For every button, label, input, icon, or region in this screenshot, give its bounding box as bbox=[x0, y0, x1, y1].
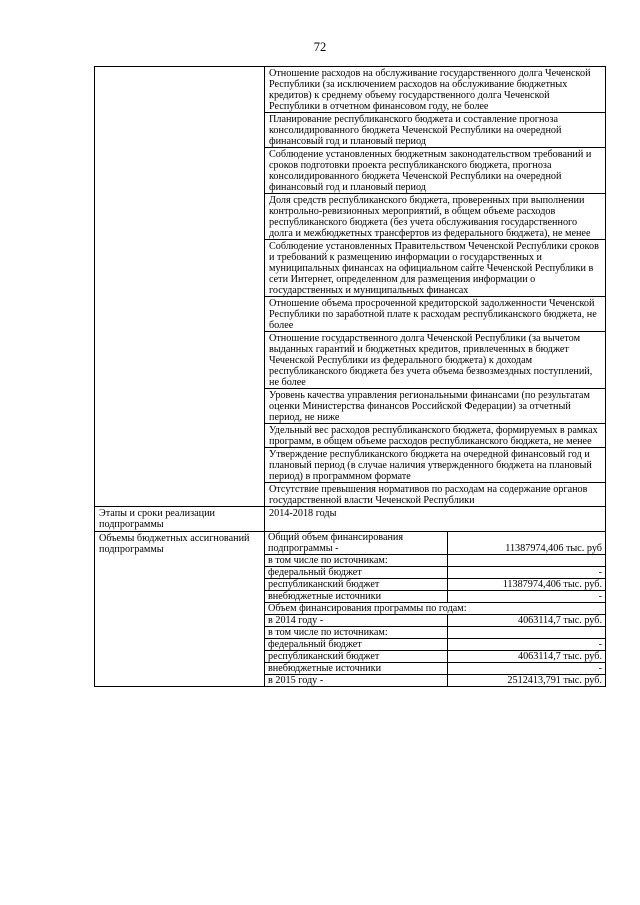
budget-row-label: в том числе по источникам: bbox=[265, 555, 448, 567]
page-number: 72 bbox=[313, 40, 327, 54]
budget-row-amount: 2512413,791 тыс. руб. bbox=[448, 675, 606, 687]
budget-row-amount: - bbox=[448, 567, 606, 579]
budget-row-label: республиканский бюджет bbox=[265, 651, 448, 663]
indicator-item: Уровень качества управления региональными финансами (по результатам оценки Министерства финансов Российской Федерации) за отчетный период, не ниже bbox=[265, 389, 605, 424]
budget-row bbox=[95, 531, 605, 686]
budget-row-item bbox=[265, 663, 605, 675]
budget-row-amount: 4063114,7 тыс. руб. bbox=[448, 615, 606, 627]
stages-row bbox=[95, 506, 605, 531]
indicator-item: Доля средств республиканского бюджета, проверенных при выполнении контрольно-ревизионных мероприятий, в общем объеме расходов республиканского бюджета (без учета обслуживания государственного долга и межбюджетных трансфертов из федерального бюджета), не менее bbox=[265, 194, 605, 240]
budget-table bbox=[265, 532, 605, 686]
stages-value: 2014-2018 годы bbox=[269, 508, 337, 519]
budget-row-label: Объем финансирования программы по годам: bbox=[265, 603, 605, 615]
budget-row-item bbox=[265, 639, 605, 651]
stages-label: Этапы и сроки реализации подпрограммы bbox=[95, 507, 265, 531]
indicator-item: Отношение объема просроченной кредиторской задолженности Чеченской Республики по заработной плате к расходам республиканского бюджета, не более bbox=[265, 297, 605, 332]
budget-row-item bbox=[265, 615, 605, 627]
budget-row-amount: 11387974,406 тыс. руб bbox=[448, 532, 606, 555]
budget-row-item bbox=[265, 579, 605, 591]
budget-row-amount: - bbox=[448, 639, 606, 651]
budget-row-amount: - bbox=[448, 591, 606, 603]
budget-row-item bbox=[265, 532, 605, 555]
indicator-item: Соблюдение установленных Правительством Чеченской Республики сроков и требований к размещению информации о государственных и муниципальных финансах на официальном сайте Чеченской Республики в сети Интернет, определенном для размещения информации о государственных и муниципальных финансах bbox=[265, 240, 605, 297]
indicator-item: Отношение расходов на обслуживание государственного долга Чеченской Республики (за исключением расходов на обслуживание бюджетных кредитов) к среднему объему государственного долга Чеченской Республики в отчетном финансовом году, не более bbox=[265, 67, 605, 113]
budget-row-label: Общий объем финансирования подпрограммы - bbox=[265, 532, 448, 555]
budget-row-amount: 4063114,7 тыс. руб. bbox=[448, 651, 606, 663]
indicators-row bbox=[95, 67, 605, 506]
budget-label: Объемы бюджетных ассигнований подпрограммы bbox=[95, 532, 265, 686]
budget-row-amount bbox=[448, 555, 606, 567]
budget-row-label: федеральный бюджет bbox=[265, 639, 448, 651]
indicator-item: Отсутствие превышения нормативов по расходам на содержание органов государственной власти Чеченской Республики bbox=[269, 484, 588, 506]
budget-row-item bbox=[265, 603, 605, 615]
indicator-item: Удельный вес расходов республиканского бюджета, формируемых в рамках программ, в общем объеме расходов республиканского бюджета, не менее bbox=[265, 424, 605, 448]
budget-cell bbox=[265, 532, 605, 686]
budget-row-item bbox=[265, 627, 605, 639]
indicators-label-cell bbox=[95, 67, 265, 506]
budget-row-label: внебюджетные источники bbox=[265, 663, 448, 675]
passport-table bbox=[94, 66, 606, 687]
budget-row-label: республиканский бюджет bbox=[265, 579, 448, 591]
budget-row-item bbox=[265, 591, 605, 603]
budget-row-item bbox=[265, 651, 605, 663]
budget-row-item bbox=[265, 675, 605, 687]
indicator-item: Отношение государственного долга Чеченской Республики (за вычетом выданных гарантий и бюджетных кредитов, привлеченных в бюджет Чеченской Республики из федерального бюджета) к доходам республиканского бюджета без учета объема безвозмездных поступлений, не более bbox=[265, 332, 605, 389]
budget-row-item bbox=[265, 555, 605, 567]
budget-row-label: в 2015 году - bbox=[265, 675, 448, 687]
indicators-list bbox=[265, 67, 605, 506]
indicator-item: Утверждение республиканского бюджета на очередной финансовый год и плановый период (в случае наличия утвержденного бюджета на плановый период) в программном формате bbox=[265, 448, 605, 483]
budget-row-label: в том числе по источникам: bbox=[265, 627, 448, 639]
budget-row-amount bbox=[448, 627, 606, 639]
budget-row-amount: - bbox=[448, 663, 606, 675]
budget-row-label: внебюджетные источники bbox=[265, 591, 448, 603]
indicator-item: Соблюдение установленных бюджетным законодательством требований и сроков подготовки проекта республиканского бюджета, прогноза консолидированного бюджета Чеченской Республики на очередной финансовый год и плановый период bbox=[265, 148, 605, 194]
budget-row-item bbox=[265, 567, 605, 579]
budget-row-amount: 11387974,406 тыс. руб. bbox=[448, 579, 606, 591]
budget-row-label: в 2014 году - bbox=[265, 615, 448, 627]
budget-row-label: федеральный бюджет bbox=[265, 567, 448, 579]
indicator-item: Планирование республиканского бюджета и составление прогноза консолидированного бюджета Чеченской Республики на очередной финансовый год и плановый период bbox=[265, 113, 605, 148]
